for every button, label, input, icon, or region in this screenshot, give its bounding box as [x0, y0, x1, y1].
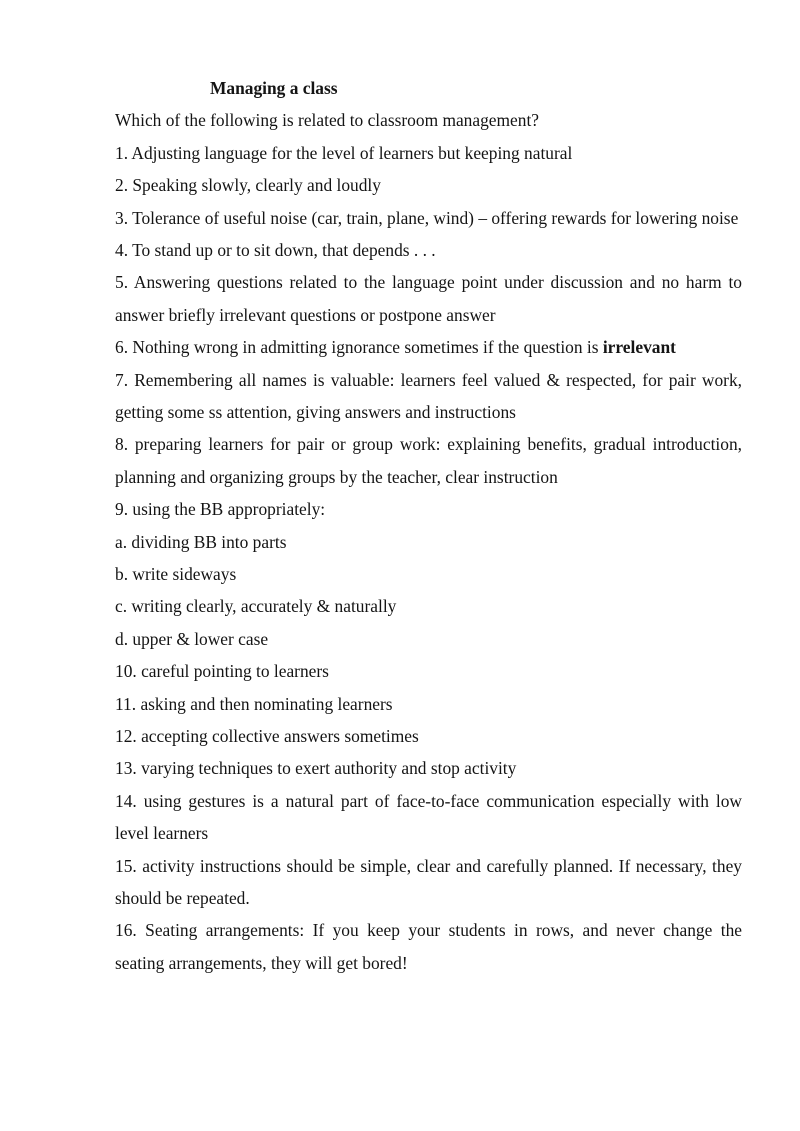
list-item: 9. using the BB appropriately: [115, 499, 326, 520]
emphasized-word: irrelevant [602, 337, 676, 358]
list-item: 14. using gestures is a natural part of face-to-face communication especially with low level learners [115, 790, 742, 844]
list-item: 3. Tolerance of useful noise (car, train, plane, wind) – offering rewards for lowering noise [115, 207, 739, 228]
list-item: 1. Adjusting language for the level of learners but keeping natural [115, 142, 573, 163]
list-item: 13. varying techniques to exert authority and stop activity [115, 758, 517, 779]
list-item: 12. accepting collective answers sometimes [115, 725, 419, 746]
list-item: 15. activity instructions should be simple, clear and carefully planned. If necessary, they should be repeated. [115, 855, 742, 908]
question-text: Which of the following is related to classroom management? [115, 110, 540, 131]
list-item: 2. Speaking slowly, clearly and loudly [115, 175, 381, 196]
sub-list-item: b. write sideways [115, 563, 237, 584]
sub-list-item: a. dividing BB into parts [115, 531, 287, 552]
sub-list-item: d. upper & lower case [115, 628, 269, 649]
list-item: 7. Remembering all names is valuable: learners feel valued & respected, for pair work, getting some ss attention, giving answers and instructions [115, 369, 742, 422]
document-body [115, 72, 742, 979]
list-item: 16. Seating arrangements: If you keep your students in rows, and never change the seating arrangements, they will get bored! [115, 920, 742, 973]
list-item: 4. To stand up or to sit down, that depends . . . [115, 239, 436, 260]
list-item-text: 6. Nothing wrong in admitting ignorance sometimes if the question is [115, 337, 603, 358]
list-item: 5. Answering questions related to the language point under discussion and no harm to answer briefly irrelevant questions or postpone answer [115, 272, 742, 325]
page-title: Managing a class [210, 78, 338, 98]
list-item [115, 331, 742, 363]
list-item: 10. careful pointing to learners [115, 661, 329, 682]
sub-list-item: c. writing clearly, accurately & naturally [115, 596, 397, 617]
list-item: 8. preparing learners for pair or group work: explaining benefits, gradual introduction, planning and organizing groups by the teacher, clear instruction [115, 434, 742, 487]
list-item: 11. asking and then nominating learners [115, 693, 393, 714]
